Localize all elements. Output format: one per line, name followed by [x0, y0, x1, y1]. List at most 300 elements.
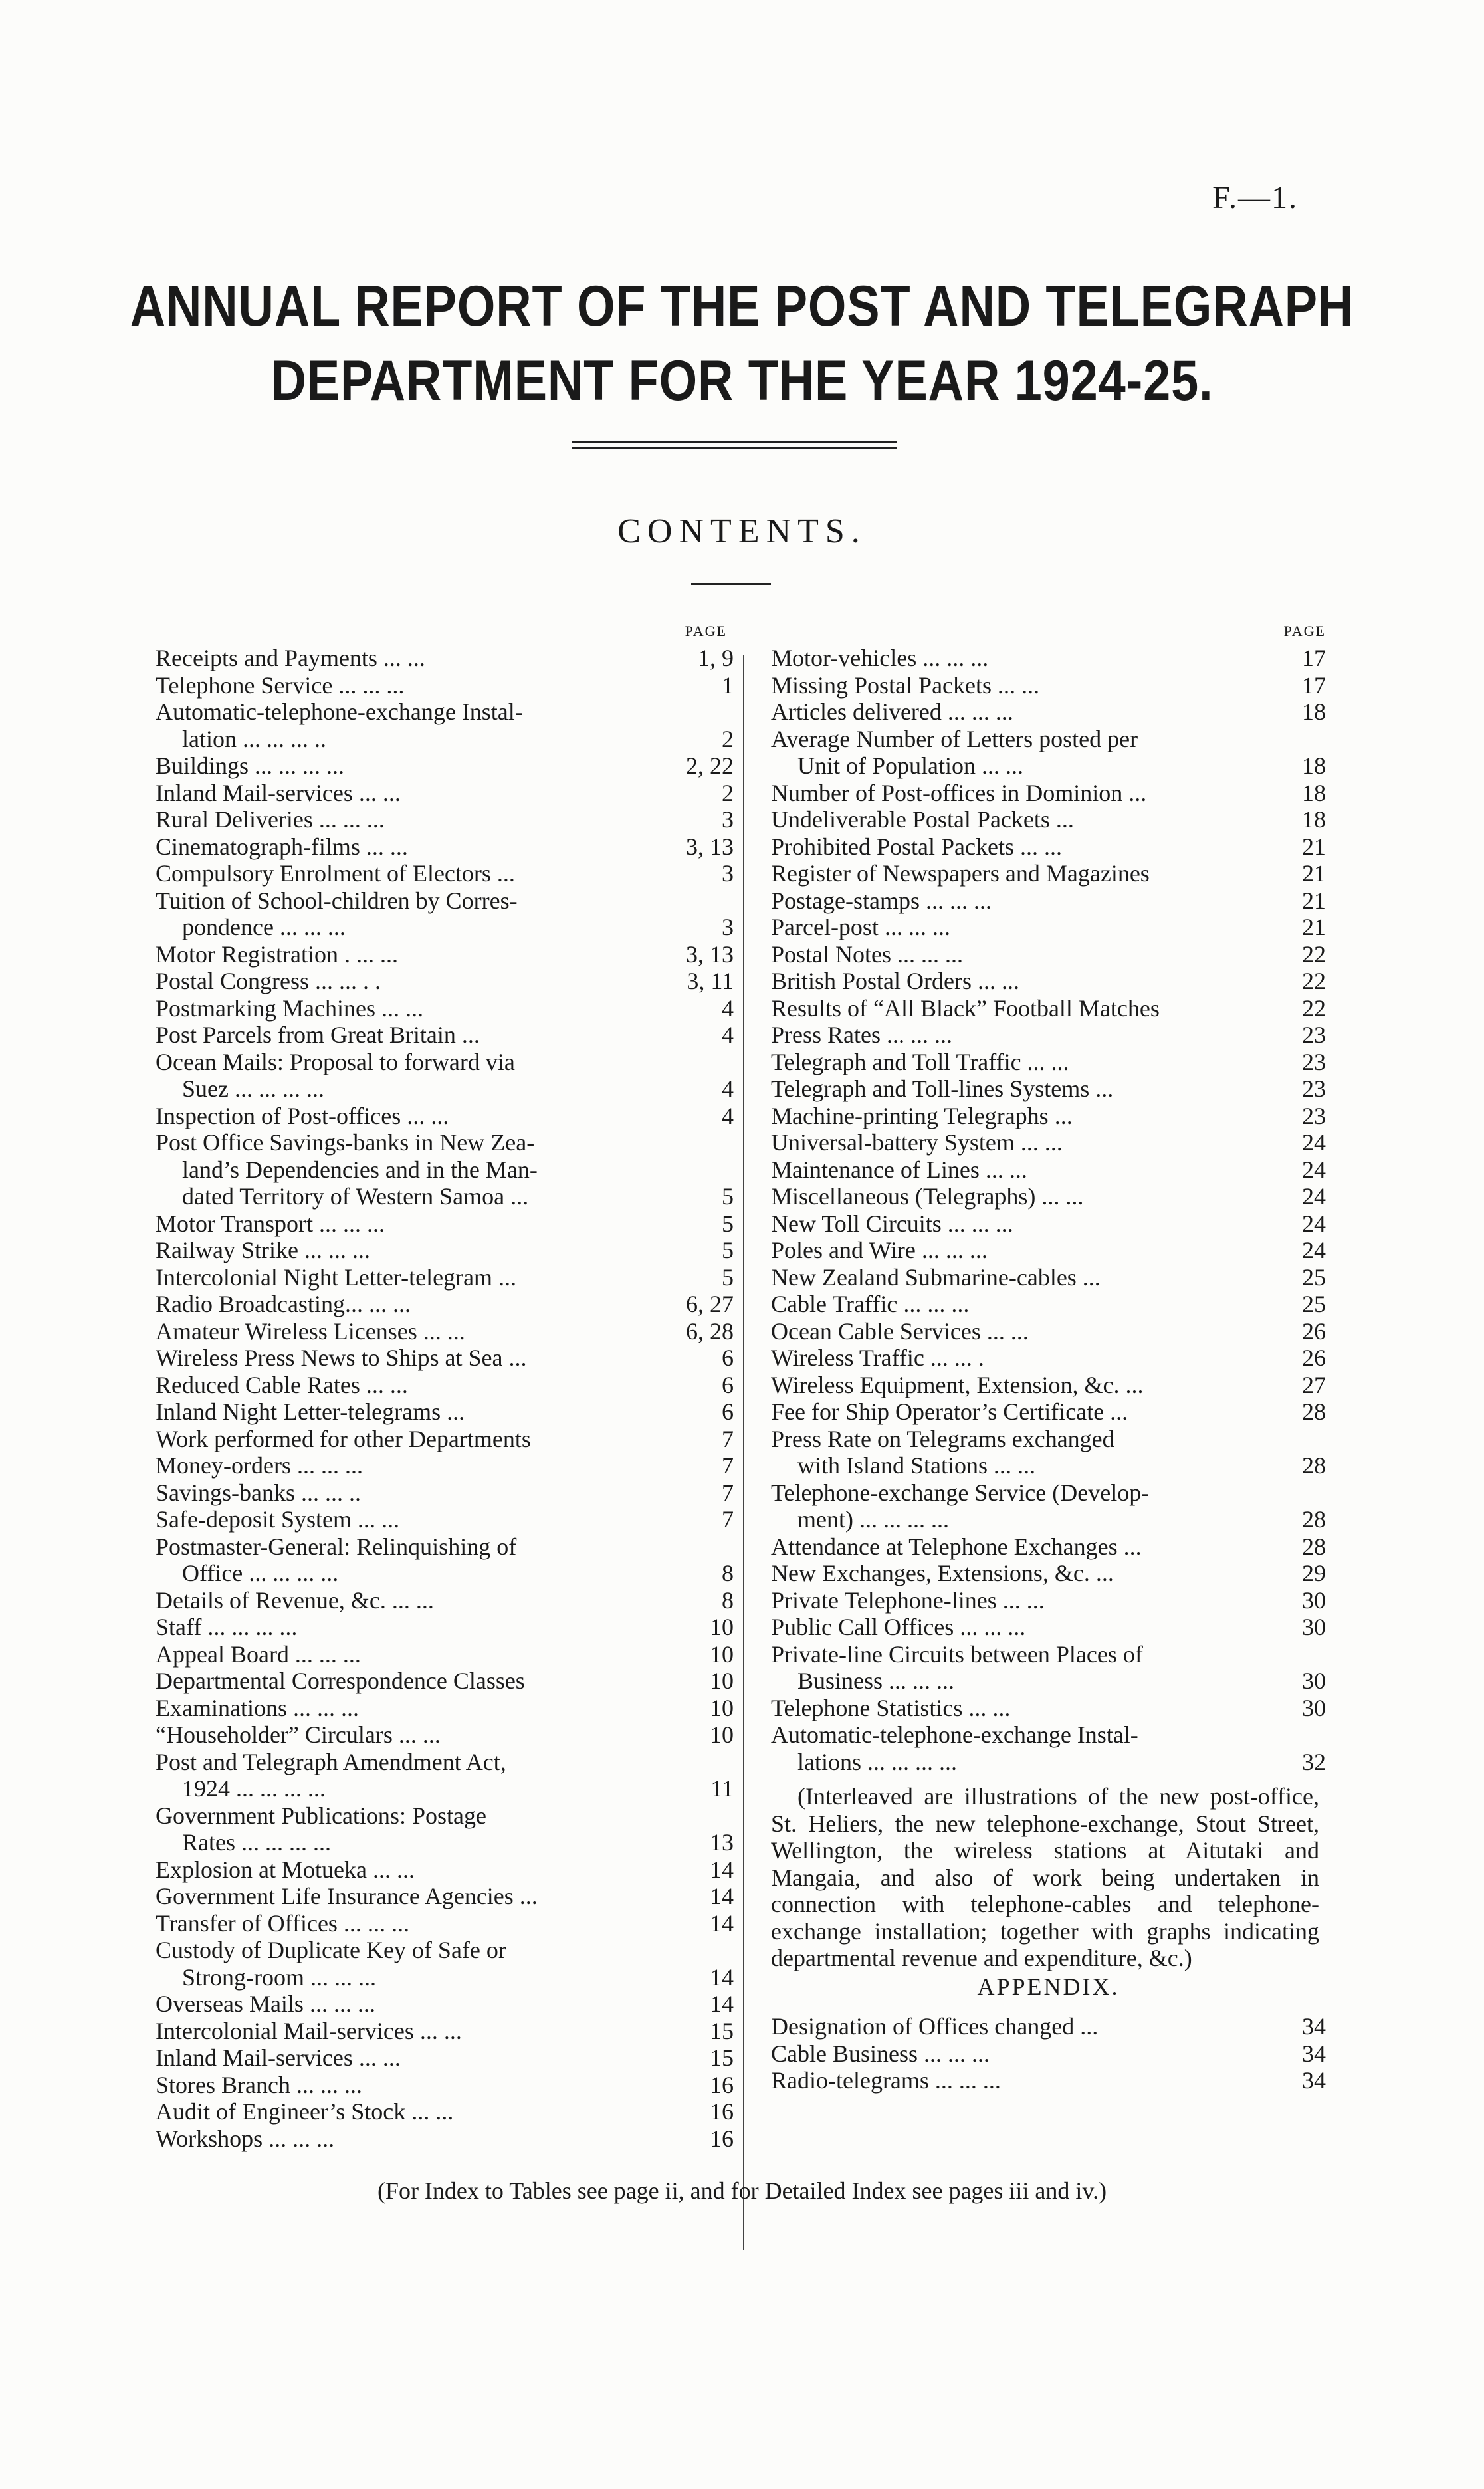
contents-entry — [771, 1641, 1326, 1695]
entry-page-number: 18 — [1302, 752, 1326, 779]
entry-title — [771, 1156, 1266, 1184]
entry-title — [771, 1641, 1266, 1695]
entry-title — [771, 780, 1266, 807]
right-entries — [771, 645, 1326, 1775]
entry-title — [156, 1426, 661, 1453]
left-entries — [156, 645, 734, 2152]
entry-title — [156, 1210, 661, 1238]
contents-entry — [771, 1345, 1326, 1372]
entry-title-line: New Exchanges, Extensions, &c. ... — [771, 1560, 1114, 1586]
entry-title-line: “Householder” Circulars ... ... — [156, 1721, 441, 1748]
entry-title-line: New Zealand Submarine-cables ... — [771, 1263, 1101, 1291]
entry-title — [771, 1426, 1266, 1479]
entry-title — [771, 1345, 1266, 1372]
entry-title-line: Fee for Ship Operator’s Certificate ... — [771, 1398, 1128, 1425]
contents-entry — [156, 1883, 734, 1910]
entry-page-number: 28 — [1302, 1452, 1326, 1479]
entry-title — [771, 1398, 1266, 1426]
entry-title-line: Tuition of School-children by Corres- — [156, 887, 518, 914]
contents-entry — [771, 645, 1326, 672]
contents-entry — [771, 1129, 1326, 1156]
entry-title-line: Safe-deposit System ... ... — [156, 1506, 399, 1533]
entry-page-number: 3, 11 — [687, 968, 734, 994]
contents-entry — [156, 1372, 734, 1399]
entry-title-line: Motor Registration . ... ... — [156, 940, 398, 968]
entry-title-line: with Island Stations ... ... — [797, 1452, 1035, 1479]
entry-title-line: Receipts and Payments ... ... — [156, 645, 425, 671]
entry-title-line: Motor-vehicles ... ... ... — [771, 645, 989, 671]
entry-title — [771, 1291, 1266, 1318]
contents-entry — [771, 887, 1326, 915]
contents-entry — [771, 1183, 1326, 1210]
entry-title-line: ment) ... ... ... ... — [797, 1506, 949, 1533]
entry-title-line: Maintenance of Lines ... ... — [771, 1156, 1027, 1183]
entry-title-line: Unit of Population ... ... — [797, 752, 1023, 779]
entry-page-number: 26 — [1302, 1345, 1326, 1371]
entry-page-number: 21 — [1302, 833, 1326, 860]
entry-title-line: Radio-telegrams ... ... ... — [771, 2067, 1001, 2094]
entry-title-line: Inland Night Letter-telegrams ... — [156, 1398, 465, 1425]
contents-entry — [771, 1695, 1326, 1722]
entry-page-number: 1 — [722, 671, 734, 699]
entry-title-line: Intercolonial Mail-services ... ... — [156, 2017, 462, 2044]
entry-title-line: Cinematograph-films ... ... — [156, 833, 408, 860]
entry-title-line: Custody of Duplicate Key of Safe or — [156, 1937, 506, 1963]
illustrations-note: (Interleaved are illustrations of the new post-office, St. Heliers, the new telephone-exchange, Stout Street, Wellington, the wireless stations at Aitutaki and Mangaia, and also of work being undertaken in connection with telephone-cables and telephone-exchange installation; together with graphs indicating departmental revenue and expenditure, &c.) — [771, 1783, 1319, 1971]
entry-title-line: Automatic-telephone-exchange Instal- — [771, 1721, 1138, 1748]
entry-page-number: 2 — [722, 725, 734, 752]
entry-title-line: Reduced Cable Rates ... ... — [156, 1371, 408, 1398]
contents-entry — [156, 806, 734, 833]
entry-page-number: 13 — [710, 1829, 734, 1856]
entry-title-line: Stores Branch ... ... ... — [156, 2071, 362, 2098]
contents-entry — [156, 1129, 734, 1210]
contents-entry — [156, 1749, 734, 1802]
entry-title — [156, 1614, 661, 1641]
entry-title-line: dated Territory of Western Samoa ... — [182, 1183, 529, 1210]
entry-title-line: Rates ... ... ... ... — [182, 1829, 331, 1856]
contents-entry — [156, 752, 734, 780]
entry-page-number: 23 — [1302, 1102, 1326, 1129]
entry-page-number: 28 — [1302, 1506, 1326, 1533]
contents-entry — [156, 1910, 734, 1937]
contents-entry — [771, 806, 1326, 833]
entry-page-number: 14 — [710, 1963, 734, 1991]
entry-title-line: Post Office Savings-banks in New Zea- — [156, 1129, 535, 1156]
entry-title — [771, 1560, 1266, 1587]
entry-title — [156, 1533, 661, 1587]
entry-page-number: 21 — [1302, 860, 1326, 887]
entry-title-line: lation ... ... ... .. — [182, 725, 326, 752]
entry-page-number: 8 — [722, 1586, 734, 1614]
contents-entry — [156, 1991, 734, 2018]
entry-title-line: Press Rates ... ... ... — [771, 1022, 952, 1048]
entry-title — [156, 2125, 661, 2153]
contents-entry — [156, 941, 734, 968]
entry-title — [156, 995, 661, 1022]
entry-title-line: Appeal Board ... ... ... — [156, 1640, 361, 1668]
entry-title — [771, 941, 1266, 968]
entry-title-line: Postal Congress ... ... . . — [156, 968, 381, 994]
page-column-header: PAGE — [1283, 623, 1326, 639]
entry-title — [156, 1103, 661, 1130]
entry-title-line: Postage-stamps ... ... ... — [771, 887, 992, 914]
entry-page-number: 7 — [722, 1506, 734, 1533]
entry-page-number: 23 — [1302, 1075, 1326, 1102]
entry-title-line: Ocean Mails: Proposal to forward via — [156, 1048, 515, 1075]
entry-title — [156, 1587, 661, 1614]
contents-heading: CONTENTS. — [617, 512, 867, 550]
contents-entry — [771, 1022, 1326, 1049]
contents-entry — [156, 672, 734, 699]
entry-page-number: 16 — [710, 2071, 734, 2098]
entry-page-number: 24 — [1302, 1210, 1326, 1237]
entry-title — [156, 1856, 661, 1884]
entry-title-line: lations ... ... ... ... — [797, 1748, 957, 1775]
contents-entry — [771, 1264, 1326, 1291]
entry-title — [156, 1695, 661, 1722]
entry-title — [156, 1641, 661, 1668]
entry-title-line: Work performed for other Departments — [156, 1425, 531, 1452]
contents-entry — [156, 995, 734, 1022]
entry-title — [771, 2040, 1266, 2068]
entry-page-number: 10 — [710, 1694, 734, 1721]
contents-entry — [771, 1721, 1326, 1775]
contents-entry — [771, 1614, 1326, 1641]
contents-entry — [771, 780, 1326, 807]
contents-entry — [771, 2013, 1326, 2040]
contents-entry — [156, 1802, 734, 1856]
entry-title — [771, 1129, 1266, 1156]
entry-page-number: 2 — [722, 779, 734, 806]
entry-page-number: 30 — [1302, 1668, 1326, 1694]
entry-title-line: Compulsory Enrolment of Electors ... — [156, 860, 515, 887]
entry-page-number: 3, 13 — [686, 833, 734, 860]
contents-entry — [771, 2040, 1326, 2068]
entry-page-number: 23 — [1302, 1022, 1326, 1048]
entry-title — [156, 2018, 661, 2045]
contents-entry — [156, 1506, 734, 1533]
entry-title — [156, 860, 661, 887]
entry-title — [156, 1318, 661, 1345]
entry-page-number: 17 — [1302, 645, 1326, 671]
entry-page-number: 18 — [1302, 779, 1326, 806]
entry-title — [771, 887, 1266, 915]
contents-entry — [156, 2125, 734, 2153]
entry-title-line: Designation of Offices changed ... — [771, 2013, 1099, 2040]
entry-page-number: 5 — [722, 1237, 734, 1263]
contents-entry — [156, 1479, 734, 1507]
entry-title-line: Inspection of Post-offices ... ... — [156, 1102, 449, 1129]
entry-title-line: Telephone-exchange Service (Develop- — [771, 1479, 1150, 1506]
document-reference: F.—1. — [1212, 180, 1298, 215]
entry-title — [156, 1129, 661, 1210]
entry-page-number: 30 — [1302, 1614, 1326, 1640]
contents-entry — [771, 1479, 1326, 1533]
entry-title — [771, 1587, 1266, 1614]
entry-page-number: 27 — [1302, 1371, 1326, 1398]
entry-title-line: Cable Traffic ... ... ... — [771, 1291, 970, 1317]
entry-page-number: 1, 9 — [698, 645, 734, 671]
contents-entry — [156, 1587, 734, 1614]
contents-entry — [771, 941, 1326, 968]
entry-title-line: Cable Business ... ... ... — [771, 2040, 990, 2067]
entry-title-line: Transfer of Offices ... ... ... — [156, 1909, 409, 1937]
contents-entry — [156, 699, 734, 752]
entry-page-number: 6, 27 — [686, 1291, 734, 1317]
entry-title-line: Postal Notes ... ... ... — [771, 940, 964, 968]
contents-entry — [771, 1237, 1326, 1264]
contents-entry — [156, 780, 734, 807]
entry-title-line: Suez ... ... ... ... — [182, 1075, 324, 1102]
entry-page-number: 6 — [722, 1398, 734, 1425]
contents-entry — [156, 1614, 734, 1641]
entry-title-line: Amateur Wireless Licenses ... ... — [156, 1317, 465, 1345]
entry-page-number: 34 — [1302, 2040, 1326, 2067]
entry-title-line: Government Publications: Postage — [156, 1802, 486, 1829]
contents-entry — [771, 1075, 1326, 1103]
contents-entry — [771, 1291, 1326, 1318]
entry-page-number: 24 — [1302, 1237, 1326, 1263]
entry-title — [771, 1075, 1266, 1103]
entry-page-number: 28 — [1302, 1533, 1326, 1560]
entry-page-number: 16 — [710, 2098, 734, 2125]
contents-entry — [771, 726, 1326, 780]
contents-entry — [156, 1398, 734, 1426]
entry-title — [156, 1937, 661, 1991]
contents-entry — [156, 2018, 734, 2045]
entry-page-number: 30 — [1302, 1694, 1326, 1721]
entry-page-number: 4 — [722, 1075, 734, 1102]
entry-title — [771, 995, 1266, 1022]
entry-page-number: 28 — [1302, 1398, 1326, 1425]
entry-title — [771, 1479, 1266, 1533]
entry-title-line: Intercolonial Night Letter-telegram ... — [156, 1263, 517, 1291]
entry-title-line: Missing Postal Packets ... ... — [771, 671, 1040, 699]
entry-title — [156, 672, 661, 699]
entry-title — [771, 860, 1266, 887]
entry-title-line: Money-orders ... ... ... — [156, 1452, 363, 1479]
column-divider — [743, 655, 744, 2250]
entry-title — [156, 1291, 661, 1318]
entry-title-line: Private Telephone-lines ... ... — [771, 1586, 1045, 1614]
contents-right-column — [771, 618, 1326, 2094]
entry-title-line: Buildings ... ... ... ... — [156, 752, 345, 779]
entry-page-number: 18 — [1302, 806, 1326, 833]
entry-title-line: Post Parcels from Great Britain ... — [156, 1022, 480, 1048]
entry-page-number: 21 — [1302, 887, 1326, 914]
entry-title — [771, 2013, 1266, 2040]
entry-page-number: 16 — [710, 2125, 734, 2152]
entry-page-number: 5 — [722, 1263, 734, 1291]
entry-title — [771, 1695, 1266, 1722]
contents-entry — [156, 1856, 734, 1884]
entry-page-number: 24 — [1302, 1129, 1326, 1156]
page-column-header: PAGE — [685, 623, 727, 639]
entry-title — [156, 1479, 661, 1507]
entry-title-line: Business ... ... ... — [797, 1668, 955, 1694]
entry-page-number: 5 — [722, 1183, 734, 1210]
entry-page-number: 3, 13 — [686, 940, 734, 968]
entry-page-number: 10 — [710, 1721, 734, 1748]
entry-title-line: 1924 ... ... ... ... — [182, 1775, 326, 1802]
entry-title — [771, 968, 1266, 995]
contents-entry — [156, 1695, 734, 1722]
entry-page-number: 22 — [1302, 940, 1326, 968]
contents-entry — [156, 887, 734, 941]
entry-page-number: 14 — [710, 1909, 734, 1937]
contents-entry — [771, 672, 1326, 699]
contents-entry — [771, 1156, 1326, 1184]
entry-title — [156, 1345, 661, 1372]
entry-title-line: Overseas Mails ... ... ... — [156, 1991, 375, 2017]
entry-title — [156, 752, 661, 780]
entry-page-number: 10 — [710, 1614, 734, 1640]
entry-title-line: Average Number of Letters posted per — [771, 725, 1138, 752]
contents-entry — [156, 1721, 734, 1749]
entry-title-line: Poles and Wire ... ... ... — [771, 1237, 988, 1263]
entry-page-number: 24 — [1302, 1183, 1326, 1210]
entry-title — [156, 887, 661, 941]
entry-page-number: 22 — [1302, 994, 1326, 1022]
entry-title-line: Rural Deliveries ... ... ... — [156, 806, 385, 833]
entry-title-line: Explosion at Motueka ... ... — [156, 1856, 415, 1883]
entry-page-number: 14 — [710, 1883, 734, 1909]
entry-title-line: Private-line Circuits between Places of — [771, 1640, 1143, 1668]
contents-entry — [156, 1049, 734, 1103]
entry-page-number: 17 — [1302, 671, 1326, 699]
entry-page-number: 4 — [722, 1102, 734, 1129]
entry-title-line: Details of Revenue, &c. ... ... — [156, 1586, 434, 1614]
entry-title — [156, 968, 661, 995]
double-rule-divider — [572, 441, 897, 449]
contents-entry — [771, 1318, 1326, 1345]
entry-title — [156, 1237, 661, 1264]
entry-title — [771, 833, 1266, 861]
entry-title — [156, 1022, 661, 1049]
entry-title-line: Inland Mail-services ... ... — [156, 779, 401, 806]
contents-entry — [156, 2098, 734, 2125]
contents-entry — [771, 968, 1326, 995]
entry-title-line: Ocean Cable Services ... ... — [771, 1317, 1029, 1345]
entry-title — [771, 1264, 1266, 1291]
entry-title-line: Railway Strike ... ... ... — [156, 1237, 370, 1263]
entry-page-number: 23 — [1302, 1048, 1326, 1075]
entry-title-line: British Postal Orders ... ... — [771, 968, 1019, 994]
entry-page-number: 14 — [710, 1856, 734, 1883]
contents-entry — [771, 860, 1326, 887]
entry-title-line: Post and Telegraph Amendment Act, — [156, 1748, 506, 1775]
entry-page-number: 6 — [722, 1345, 734, 1371]
contents-left-column — [156, 618, 734, 2152]
entry-page-number: 4 — [722, 1022, 734, 1048]
entry-page-number: 3 — [722, 860, 734, 887]
entry-page-number: 7 — [722, 1452, 734, 1479]
entry-title — [156, 2098, 661, 2125]
entry-title — [771, 699, 1266, 726]
entry-title — [771, 1721, 1266, 1775]
entry-title-line: Automatic-telephone-exchange Instal- — [156, 699, 523, 725]
contents-entry — [771, 1560, 1326, 1587]
entry-title — [156, 1264, 661, 1291]
entry-title-line: Motor Transport ... ... ... — [156, 1210, 385, 1237]
entry-title-line: Inland Mail-services ... ... — [156, 2044, 401, 2071]
entry-page-number: 22 — [1302, 968, 1326, 994]
entry-title-line: New Toll Circuits ... ... ... — [771, 1210, 1013, 1237]
contents-entry — [771, 699, 1326, 726]
entry-title — [771, 672, 1266, 699]
contents-entry — [156, 1103, 734, 1130]
entry-title — [771, 1533, 1266, 1561]
contents-entry — [156, 1426, 734, 1453]
entry-page-number: 10 — [710, 1668, 734, 1694]
entry-title-line: Register of Newspapers and Magazines — [771, 860, 1150, 887]
entry-title — [156, 1398, 661, 1426]
contents-entry — [156, 1264, 734, 1291]
entry-title — [771, 2067, 1266, 2094]
entry-title-line: Postmarking Machines ... ... — [156, 994, 423, 1022]
entry-title-line: Machine-printing Telegraphs ... — [771, 1102, 1073, 1129]
contents-entry — [771, 1426, 1326, 1479]
contents-entry — [156, 645, 734, 672]
entry-title-line: Public Call Offices ... ... ... — [771, 1614, 1026, 1640]
entry-page-number: 32 — [1302, 1748, 1326, 1775]
contents-entry — [771, 1398, 1326, 1426]
entry-title — [156, 1749, 661, 1802]
entry-title-line: land’s Dependencies and in the Man- — [182, 1156, 538, 1183]
contents-entry — [156, 2044, 734, 2072]
entry-title — [771, 914, 1266, 941]
entry-title — [771, 1103, 1266, 1130]
entry-title — [771, 806, 1266, 833]
entry-title-line: Universal-battery System ... ... — [771, 1129, 1063, 1156]
entry-page-number: 7 — [722, 1425, 734, 1452]
entry-title-line: Telegraph and Toll Traffic ... ... — [771, 1048, 1069, 1075]
contents-entry — [771, 1210, 1326, 1238]
entry-title — [156, 2072, 661, 2099]
entry-title-line: Results of “All Black” Football Matches — [771, 994, 1160, 1022]
contents-entry — [156, 1533, 734, 1587]
entry-page-number: 6, 28 — [686, 1317, 734, 1345]
contents-entry — [156, 1291, 734, 1318]
entry-title — [156, 833, 661, 861]
entry-title-line: Telephone Service ... ... ... — [156, 671, 405, 699]
entry-title — [771, 1049, 1266, 1076]
entry-page-number: 7 — [722, 1479, 734, 1506]
entry-page-number: 21 — [1302, 914, 1326, 940]
entry-page-number: 8 — [722, 1560, 734, 1586]
entry-page-number: 15 — [710, 2044, 734, 2071]
entry-page-number: 34 — [1302, 2013, 1326, 2040]
entry-title-line: Radio Broadcasting... ... ... — [156, 1291, 411, 1317]
contents-entry — [771, 1587, 1326, 1614]
entry-title — [771, 1237, 1266, 1264]
entry-title-line: Telephone Statistics ... ... — [771, 1694, 1011, 1721]
entry-title-line: Undeliverable Postal Packets ... — [771, 806, 1074, 833]
entry-page-number: 6 — [722, 1371, 734, 1398]
entry-title-line: Press Rate on Telegrams exchanged — [771, 1425, 1114, 1452]
entry-page-number: 3 — [722, 806, 734, 833]
entry-page-number: 34 — [1302, 2067, 1326, 2094]
entry-title — [771, 1614, 1266, 1641]
contents-entry — [156, 1237, 734, 1264]
entry-page-number: 26 — [1302, 1317, 1326, 1345]
entry-title-line: Telegraph and Toll-lines Systems ... — [771, 1075, 1114, 1102]
entry-title — [156, 1991, 661, 2018]
entry-title — [771, 1210, 1266, 1238]
contents-entry — [156, 1345, 734, 1372]
entry-page-number: 14 — [710, 1991, 734, 2017]
